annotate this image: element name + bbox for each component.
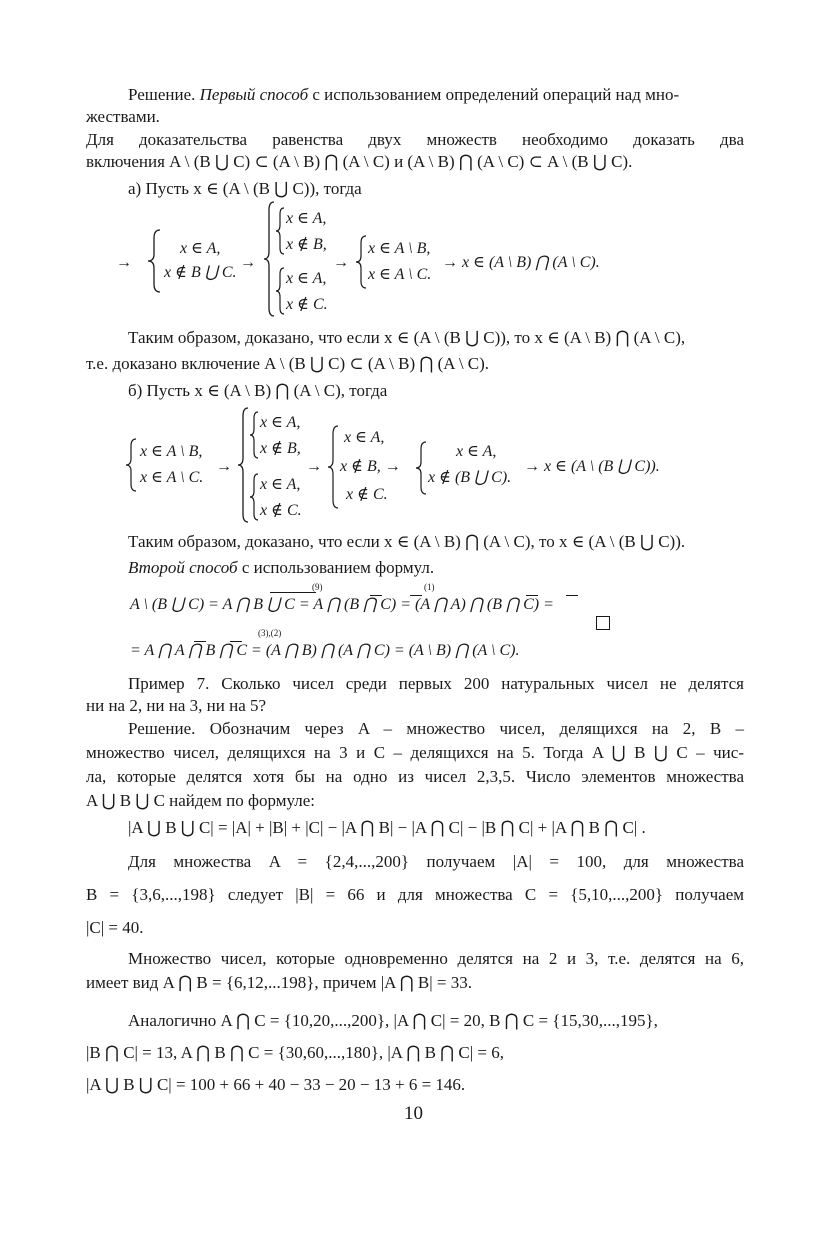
math: x ∉ (B ⋃ C).	[428, 469, 512, 486]
text-line: т.е. доказано включение A \ (B ⋃ C) ⊂ (A \ B) ⋂ (A \ C).	[86, 354, 490, 373]
math: x ∉ C.	[346, 486, 388, 503]
text-line	[128, 84, 679, 106]
text-line: B = {3,6,...,198} следует |B| = 66 и для множества C = {5,10,...,200} получаем	[86, 885, 744, 904]
text-line: Пример 7. Сколько чисел среди первых 200 натуральных чисел не делятся	[128, 674, 744, 693]
text-line: |C| = 40.	[86, 918, 144, 937]
math: x ∈ A \ C.	[368, 266, 432, 283]
text-line: включения A \ (B ⋃ C) ⊂ (A \ B) ⋂ (A \ C) и (A \ B) ⋂ (A \ C) ⊂ A \ (B ⋃ C).	[86, 152, 633, 171]
complement-bar	[566, 595, 578, 596]
arrow: →	[333, 254, 349, 271]
text-line: A ⋃ B ⋃ C найдем по формуле:	[86, 791, 315, 810]
left-brace-icon	[414, 440, 428, 496]
text-line: Для доказательства равенства двух множеств необходимо доказать два	[86, 130, 744, 149]
text-line: с использованием определений операций над мно-	[308, 85, 680, 104]
text-line: жествами.	[86, 107, 160, 126]
text-line: Множество чисел, которые одновременно делятся на 2 и 3, т.е. делятся на 6,	[128, 949, 744, 968]
math: x ∈ A,	[180, 240, 221, 257]
arrow: →	[240, 254, 256, 271]
complement-bar	[370, 595, 382, 596]
text-line: |B ⋂ C| = 13, A ⋂ B ⋂ C = {30,60,...,180}, |A ⋂ B ⋂ C| = 6,	[86, 1043, 504, 1062]
formula-line	[130, 640, 519, 662]
text-line: Для множества A = {2,4,...,200} получаем |A| = 100, для множества	[128, 852, 744, 871]
math: A \ (B ⋃ C) = A ⋂	[130, 596, 254, 613]
formula-line	[130, 594, 554, 616]
arrow: →	[306, 458, 322, 475]
math: x ∈ A,	[286, 210, 327, 227]
text-line: Аналогично A ⋂ C = {10,20,...,200}, |A ⋂ C| = 20, B ⋂ C = {15,30,...,195},	[128, 1011, 658, 1030]
complement-bar	[270, 592, 316, 593]
math: (B ⋂ C)	[486, 596, 540, 613]
text-line: Таким образом, доказано, что если x ∈ (A \ B) ⋂ (A \ C), то x ∈ (A \ (B ⋃ C)).	[128, 532, 686, 551]
math: = (A ⋂ A) ⋂	[396, 596, 487, 613]
math: x ∈ A,	[260, 476, 301, 493]
emphasis: Первый способ	[199, 85, 309, 104]
reference-mark: (3),(2)	[258, 628, 282, 638]
text-line	[128, 557, 434, 579]
text-line: а) Пусть x ∈ (A \ (B ⋃ C)), тогда	[128, 179, 362, 198]
text-line: ни на 2, ни на 3, ни на 5?	[86, 696, 267, 715]
math: (A ⋂ B) ⋂ (A ⋂ C) = (A \ B) ⋂ (A \ C).	[265, 642, 520, 659]
math: x ∈ A \ B,	[368, 240, 431, 257]
qed-square-icon	[596, 616, 610, 630]
complement-bar	[526, 595, 538, 596]
left-brace-icon	[274, 206, 286, 256]
left-brace-icon	[146, 228, 162, 294]
math: =	[539, 596, 554, 613]
math: x ∉ B,	[260, 440, 301, 457]
math: x ∈ A,	[286, 270, 327, 287]
math: =	[247, 642, 266, 659]
left-brace-icon	[248, 472, 260, 522]
math: = A ⋂ A ⋂ B ⋂ C	[130, 642, 248, 659]
math: → x ∈ (A \ B) ⋂ (A \ C).	[442, 254, 600, 271]
math: B ⋃ C	[253, 596, 295, 613]
complement-bar	[230, 641, 242, 642]
math: = A ⋂	[294, 596, 344, 613]
text-line: Решение.	[128, 85, 200, 104]
complement-bar	[194, 641, 206, 642]
text-line: Таким образом, доказано, что если x ∈ (A \ (B ⋃ C)), то x ∈ (A \ B) ⋂ (A \ C),	[128, 328, 686, 347]
left-brace-icon	[326, 424, 340, 510]
text-line: б) Пусть x ∈ (A \ B) ⋂ (A \ C), тогда	[128, 381, 388, 400]
text-line: с использованием формул.	[237, 558, 435, 577]
math: x ∈ A,	[344, 429, 385, 446]
math: x ∈ A,	[260, 414, 301, 431]
reference-mark: (1)	[424, 582, 435, 592]
formula-line: |A ⋃ B ⋃ C| = |A| + |B| + |C| − |A ⋂ B| − |A ⋂ C| − |B ⋂ C| + |A ⋂ B ⋂ C| .	[128, 818, 646, 837]
page-number: 10	[404, 1103, 423, 1124]
reference-mark: (9)	[312, 582, 323, 592]
left-brace-icon	[248, 410, 260, 460]
text-line: множество чисел, делящихся на 3 и C – делящихся на 5. Тогда A ⋃ B ⋃ C – чис-	[86, 743, 744, 762]
math: → x ∈ (A \ (B ⋃ C)).	[524, 458, 660, 475]
math: x ∈ A,	[456, 443, 497, 460]
math: x ∈ A \ B,	[140, 443, 203, 460]
text-line: Решение. Обозначим через A – множество чисел, делящихся на 2, B –	[128, 719, 744, 738]
math: x ∉ C.	[286, 296, 328, 313]
arrow: →	[216, 458, 232, 475]
math: x ∉ B, →	[340, 458, 401, 475]
text-line: |A ⋃ B ⋃ C| = 100 + 66 + 40 − 33 − 20 − 13 + 6 = 146.	[86, 1075, 466, 1094]
text-line: ла, которые делятся хотя бы на одно из чисел 2,3,5. Число элементов множества	[86, 767, 744, 786]
arrow: →	[116, 254, 132, 271]
complement-bar	[410, 595, 422, 596]
left-brace-icon	[354, 234, 368, 290]
math: x ∉ C.	[260, 502, 302, 519]
math: x ∉ B ⋃ C.	[164, 264, 237, 281]
text-line: имеет вид A ⋂ B = {6,12,...198}, причем |A ⋂ B| = 33.	[86, 973, 472, 992]
emphasis: Второй способ	[128, 558, 238, 577]
left-brace-icon	[274, 266, 286, 316]
math: (B ⋂ C)	[343, 596, 397, 613]
math: x ∈ A \ C.	[140, 469, 204, 486]
math: x ∉ B,	[286, 236, 327, 253]
left-brace-icon	[124, 437, 138, 493]
